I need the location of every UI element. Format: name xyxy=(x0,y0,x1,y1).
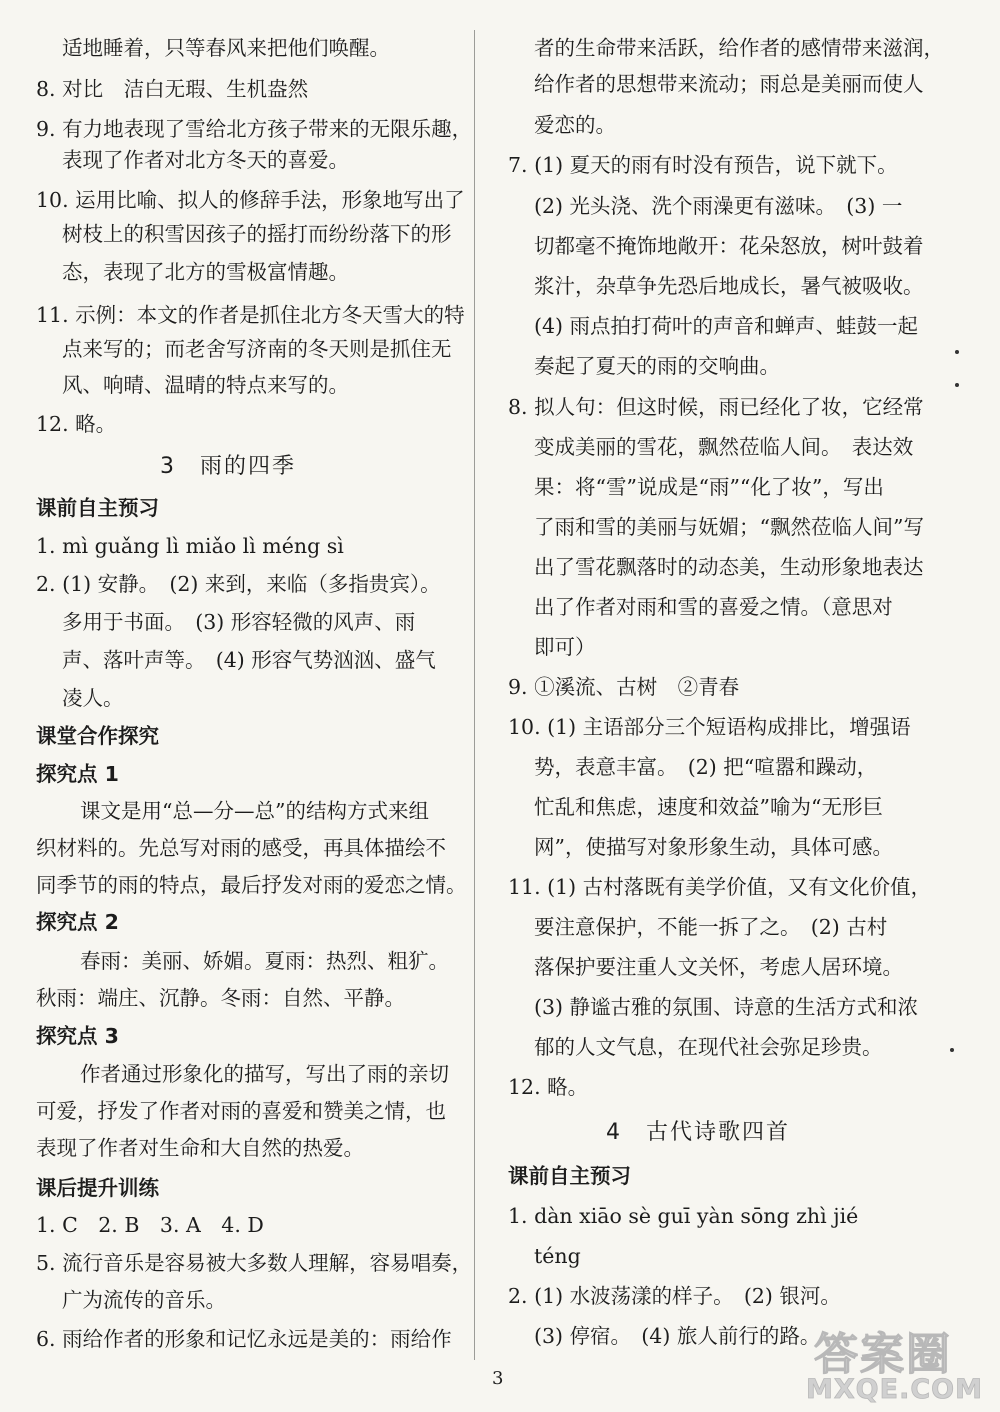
answer-9: 9. ①溪流、古树 ②青春 xyxy=(508,675,740,699)
answer-line: 风、响晴、温晴的特点来写的。 xyxy=(62,373,349,397)
answer-5: 5. 流行音乐是容易被大多数人理解，容易唱奏， xyxy=(36,1251,473,1275)
answer-line: 落保护要注重人文关怀，考虑人居环境。 xyxy=(534,955,903,979)
pinyin-answer-cont: téng xyxy=(534,1244,581,1268)
answer-8: 8. 对比 洁白无瑕、生机盎然 xyxy=(36,77,309,101)
answer-line: 了雨和雪的美丽与妩媚；“飘然莅临人间”写 xyxy=(534,515,924,539)
scan-speck xyxy=(955,383,959,387)
watermark-text: 答案圈 xyxy=(814,1329,952,1380)
column-divider xyxy=(474,30,475,1360)
answer-11: 11. 示例：本文的作者是抓住北方冬天雪大的特 xyxy=(36,303,465,327)
answer-line: 出了作者对雨和雪的喜爱之情。（意思对 xyxy=(534,595,893,619)
lesson-title: 4 古代诗歌四首 xyxy=(606,1120,790,1145)
subsection-heading: 探究点 3 xyxy=(36,1024,119,1048)
answer-line: 郁的人文气息，在现代社会弥足珍贵。 xyxy=(534,1035,883,1059)
answer-12: 12. 略。 xyxy=(508,1075,589,1099)
paragraph-line: 秋雨：端庄、沉静。冬雨：自然、平静。 xyxy=(36,986,405,1010)
answer-12: 12. 略。 xyxy=(36,412,117,436)
answer-line: 点来写的；而老舍写济南的冬天则是抓住无 xyxy=(62,337,452,361)
answer-line: 即可） xyxy=(534,635,596,659)
scan-speck xyxy=(950,1048,954,1052)
answer-line: 出了雪花飘落时的动态美，生动形象地表达 xyxy=(534,555,924,579)
scan-speck xyxy=(955,350,959,354)
answer-line: 声、落叶声等。 (4) 形容气势汹汹、盛气 xyxy=(62,648,436,672)
answer-2: 2. (1) 安静。 (2) 来到，来临（多指贵宾）。 xyxy=(36,572,441,596)
answer-9: 9. 有力地表现了雪给北方孩子带来的无限乐趣， xyxy=(36,117,473,141)
answer-line: 果：将“雪”说成是“雨”“化了妆”，写出 xyxy=(534,475,884,499)
answer-line: 势，表意丰富。 (2) 把“喧嚣和躁动， xyxy=(534,755,878,779)
answer-line: (3) 静谧古雅的氛围、诗意的生活方式和浓 xyxy=(534,995,919,1019)
answer-6: 6. 雨给作者的形象和记忆永远是美的：雨给作 xyxy=(36,1327,452,1351)
pinyin-answer: 1. dàn xiāo sè guī yàn sōng zhì jié xyxy=(508,1204,859,1228)
answer-line: 忙乱和焦虑，速度和效益”喻为“无形巨 xyxy=(534,795,883,819)
answer-line: 多用于书面。 (3) 形容轻微的风声、雨 xyxy=(62,610,416,634)
answer-2: 2. (1) 水波荡漾的样子。 (2) 银河。 xyxy=(508,1284,841,1308)
paragraph-line: 春雨：美丽、娇媚。夏雨：热烈、粗犷。 xyxy=(80,949,449,973)
answer-line: 态，表现了北方的雪极富情趣。 xyxy=(62,260,349,284)
answers-1-4: 1. C 2. B 3. A 4. D xyxy=(36,1213,264,1237)
lesson-title: 3 雨的四季 xyxy=(160,454,296,479)
answer-line: 要注意保护，不能一拆了之。 (2) 古村 xyxy=(534,915,888,939)
answer-line: 适地睡着，只等春风来把他们唤醒。 xyxy=(62,36,390,60)
subsection-heading: 探究点 1 xyxy=(36,762,119,786)
answer-line: 凌人。 xyxy=(62,686,124,710)
answer-line: 树枝上的积雪因孩子的摇打而纷纷落下的形 xyxy=(62,222,452,246)
section-heading: 课后提升训练 xyxy=(36,1176,159,1200)
paragraph-line: 作者通过形象化的描写，写出了雨的亲切 xyxy=(80,1062,449,1086)
paragraph-line: 课文是用“总—分—总”的结构方式来组 xyxy=(80,799,429,823)
section-heading: 课堂合作探究 xyxy=(36,724,159,748)
subsection-heading: 探究点 2 xyxy=(36,910,119,934)
answer-line: (4) 雨点拍打荷叶的声音和蝉声、蛙鼓一起 xyxy=(534,314,919,338)
answer-line: 广为流传的音乐。 xyxy=(62,1288,226,1312)
paragraph-line: 同季节的雨的特点，最后抒发对雨的爱恋之情。 xyxy=(36,873,467,897)
answer-10: 10. 运用比喻、拟人的修辞手法，形象地写出了 xyxy=(36,188,465,212)
answer-line: 浆汁，杂草争先恐后地成长，暑气被吸收。 xyxy=(534,274,924,298)
answer-line: (2) 光头浇、洗个雨澡更有滋味。 (3) 一 xyxy=(534,194,903,218)
answer-line: 切都毫不掩饰地敞开：花朵怒放，树叶鼓着 xyxy=(534,234,924,258)
answer-line: 爱恋的。 xyxy=(534,113,616,137)
paragraph-line: 织材料的。先总写对雨的感受，再具体描绘不 xyxy=(36,836,446,860)
answer-line: 奏起了夏天的雨的交响曲。 xyxy=(534,354,780,378)
answer-7: 7. (1) 夏天的雨有时没有预告，说下就下。 xyxy=(508,153,898,177)
answer-line: 网”，使描写对象形象生动，具体可感。 xyxy=(534,835,893,859)
section-heading: 课前自主预习 xyxy=(508,1164,631,1188)
section-heading: 课前自主预习 xyxy=(36,496,159,520)
answer-11: 11. (1) 古村落既有美学价值，又有文化价值， xyxy=(508,875,932,899)
watermark-logo xyxy=(806,1318,996,1410)
answer-line: 给作者的思想带来流动；雨总是美丽而使人 xyxy=(534,72,924,96)
answer-line: (3) 停宿。 (4) 旅人前行的路。 xyxy=(534,1324,821,1348)
answer-line: 者的生命带来活跃，给作者的感情带来滋润， xyxy=(534,36,944,60)
page-number: 3 xyxy=(492,1368,504,1389)
answer-line: 变成美丽的雪花，飘然莅临人间。 表达效 xyxy=(534,435,914,459)
answer-10: 10. (1) 主语部分三个短语构成排比，增强语 xyxy=(508,715,911,739)
paragraph-line: 表现了作者对生命和大自然的热爱。 xyxy=(36,1136,364,1160)
pinyin-answer: 1. mì guǎng lì miǎo lì méng sì xyxy=(36,534,344,558)
answer-line: 表现了作者对北方冬天的喜爱。 xyxy=(62,148,349,172)
answer-8: 8. 拟人句：但这时候，雨已经化了妆，它经常 xyxy=(508,395,924,419)
paragraph-line: 可爱，抒发了作者对雨的喜爱和赞美之情，也 xyxy=(36,1099,446,1123)
watermark-url: MXQE.COM xyxy=(806,1374,983,1405)
